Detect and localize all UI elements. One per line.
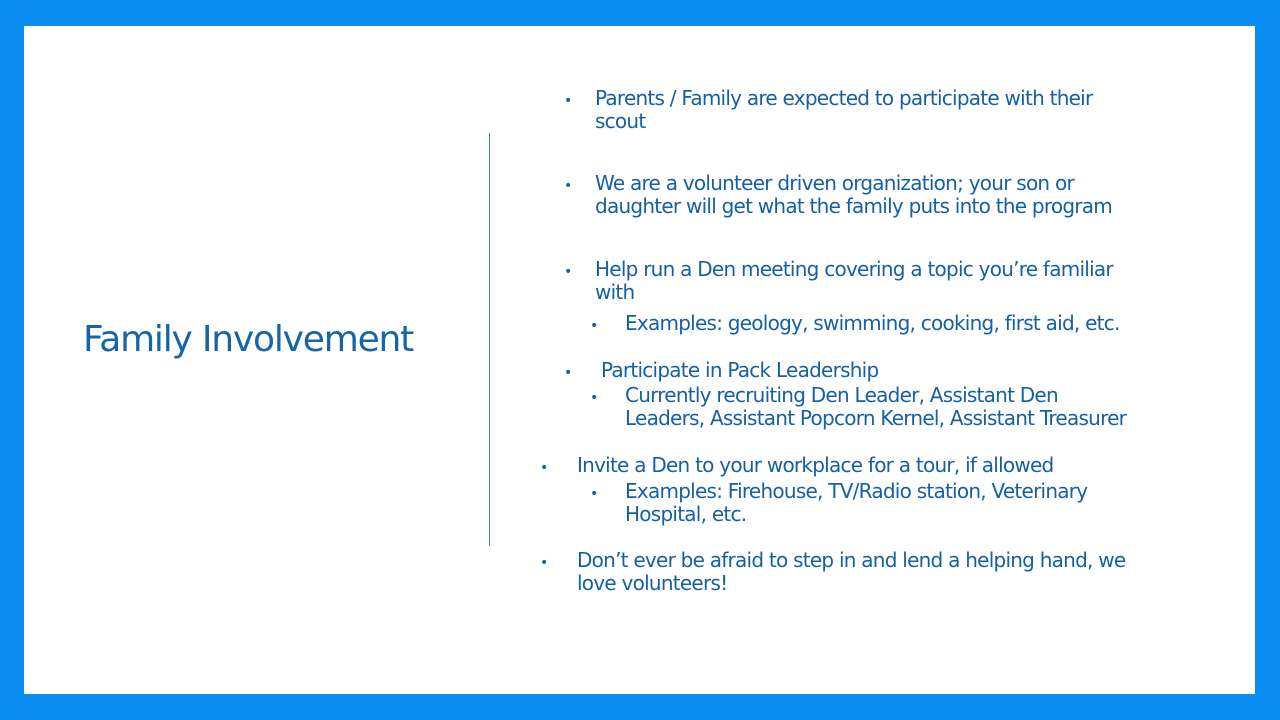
list-item-line: Participate in Pack Leadership [601, 358, 879, 382]
vertical-divider [489, 133, 490, 546]
bullet-icon: • [564, 178, 573, 194]
list-item-line: Examples: Firehouse, TV/Radio station, Veterinary [625, 479, 1088, 503]
list-item-line: with [595, 280, 635, 304]
slide-title: Family Involvement [83, 319, 414, 360]
list-item-helping-hand [577, 549, 1125, 595]
list-item-line: Help run a Den meeting covering a topic you’re familiar [595, 257, 1113, 281]
slide [24, 26, 1255, 694]
list-item-den-meeting [595, 258, 1113, 304]
bullet-icon: • [540, 460, 549, 476]
list-item-line: Hospital, etc. [625, 502, 747, 526]
bullet-icon: • [590, 486, 599, 502]
list-item-line: We are a volunteer driven organization; your son or [595, 171, 1074, 195]
list-item-volunteer-driven [595, 172, 1112, 218]
list-item-line: Currently recruiting Den Leader, Assistant Den [625, 383, 1058, 407]
bullet-icon: • [590, 318, 599, 334]
list-item-pack-leadership [601, 359, 878, 382]
bullet-icon: • [564, 93, 573, 109]
list-item-line: Invite a Den to your workplace for a tour, if allowed [577, 453, 1054, 477]
list-item-line: Parents / Family are expected to participate with their [595, 86, 1093, 110]
sub-item-examples-topics [625, 312, 1120, 335]
list-item-parents-family [595, 87, 1092, 133]
list-item-line: Don’t ever be afraid to step in and lend a helping hand, we [577, 548, 1126, 572]
bullet-icon: • [564, 264, 573, 280]
list-item-line: scout [595, 109, 646, 133]
sub-item-recruiting [625, 384, 1126, 430]
list-item-workplace-tour [577, 454, 1053, 477]
bullet-icon: • [564, 365, 573, 381]
bullet-icon: • [590, 390, 599, 406]
bullet-icon: • [540, 555, 549, 571]
list-item-line: Leaders, Assistant Popcorn Kernel, Assistant Treasurer [625, 406, 1127, 430]
list-item-line: Examples: geology, swimming, cooking, first aid, etc. [625, 311, 1120, 335]
sub-item-examples-workplaces [625, 480, 1087, 526]
list-item-line: love volunteers! [577, 571, 728, 595]
list-item-line: daughter will get what the family puts into the program [595, 194, 1113, 218]
